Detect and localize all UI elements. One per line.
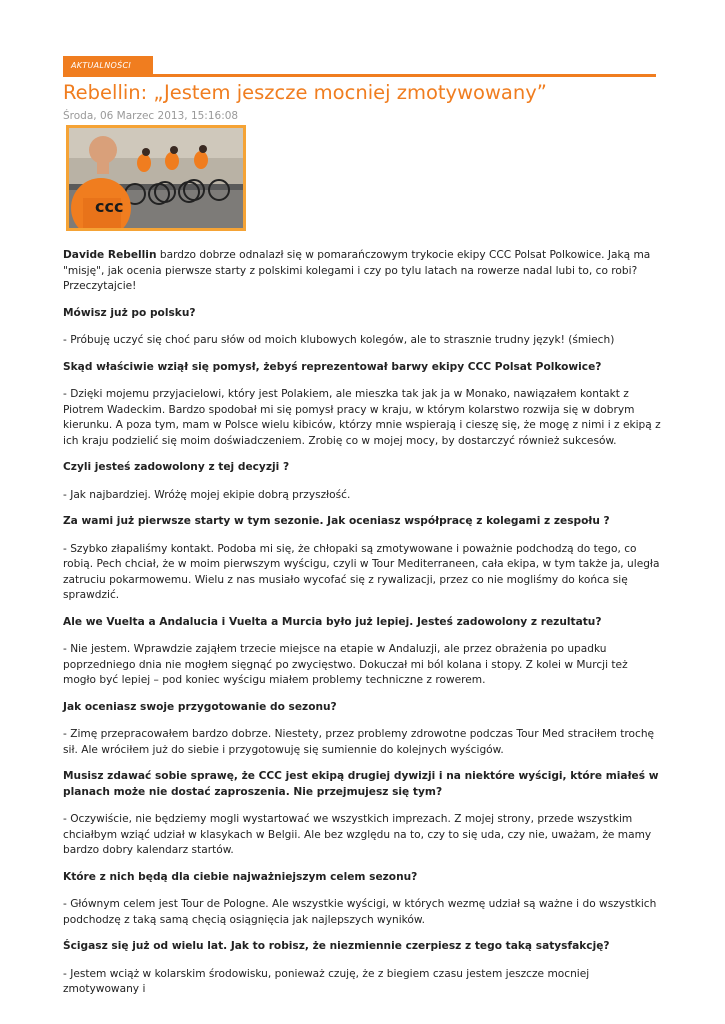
- answer: - Zimę przepracowałem bardzo dobrze. Niestety, przez problemy zdrowotne podczas Tour Med straciłem trochę sił. Ale wróciłem już do siebie i przygotowuję się sumiennie do kolejnych wyścigów.: [63, 728, 655, 756]
- intro-name: Davide Rebellin: [63, 249, 157, 261]
- cyclists-photo-illustration: [69, 128, 243, 228]
- header-rule: [63, 74, 656, 77]
- question: Skąd właściwie wziął się pomysł, żebyś reprezentował barwy ekipy CCC Polsat Polkowice?: [63, 360, 602, 373]
- question: Za wami już pierwsze starty w tym sezonie. Jak oceniasz współpracę z kolegami z zespołu ?: [63, 515, 610, 527]
- answer: - Próbuję uczyć się choć paru słów od moich klubowych kolegów, ale to strasznie trudny język! (śmiech): [63, 334, 615, 346]
- question: Musisz zdawać sobie sprawę, że CCC jest ekipą drugiej dywizji i na niektóre wyścigi, które miałeś w planach może nie dostać zaproszenia. Nie przejmujesz się tym?: [63, 770, 659, 798]
- answer: - Głównym celem jest Tour de Pologne. Ale wszystkie wyścigi, w których wezmę udział są ważne i do wszystkich podchodzę z taką samą chęcią osiągnięcia jak najlepszych wyników.: [63, 898, 657, 926]
- intro-text: bardzo dobrze odnalazł się w pomarańczowym trykocie ekipy CCC Polsat Polkowice. Jaką ma "misję", jak ocenia pierwsze starty z polskimi kolegami i czy po tylu latach na rowerze nadal lubi to, co robi? Przeczytajcie!: [63, 249, 651, 292]
- article-photo: [66, 125, 246, 231]
- question: Mówisz już po polsku?: [63, 306, 196, 319]
- question: Ścigasz się już od wielu lat. Jak to robisz, że niezmiennie czerpiesz z tego taką satysfakcję?: [63, 940, 610, 952]
- question: Które z nich będą dla ciebie najważniejszym celem sezonu?: [63, 870, 418, 883]
- answer: - Jak najbardziej. Wróżę mojej ekipie dobrą przyszłość.: [63, 488, 351, 501]
- question: Czyli jesteś zadowolony z tej decyzji ?: [63, 461, 290, 473]
- answer: - Jestem wciąż w kolarskim środowisku, ponieważ czuję, że z biegiem czasu jestem jeszcze mocniej zmotywowany i: [63, 967, 590, 995]
- jersey-logo: ccc: [95, 197, 124, 216]
- answer: - Oczywiście, nie będziemy mogli wystartować we wszystkich imprezach. Z mojej strony, przede wszystkim chciałbym wziąć udział w klasykach w Belgii. Ale bez względu na to, czy to się uda, czy nie, uważam, że mamy bardzo dobry kalendarz startów.: [63, 813, 652, 856]
- article-date: Środa, 06 Marzec 2013, 15:16:08: [63, 110, 239, 122]
- question: Jak oceniasz swoje przygotowanie do sezonu?: [63, 700, 337, 713]
- answer: - Nie jestem. Wprawdzie zająłem trzecie miejsce na etapie w Andaluzji, ale przez obrażenia po upadku poprzedniego dnia nie mogłem sięgnąć po zwycięstwo. Dokuczał mi ból kolana i stopy. Z kolei w Murcji też mogło być lepiej – pod koniec wyścigu miałem problemy techniczne z rowerem.: [63, 643, 628, 686]
- question: Ale we Vuelta a Andalucia i Vuelta a Murcia było już lepiej. Jesteś zadowolony z rezultatu?: [63, 615, 602, 628]
- category-tag[interactable]: AKTUALNOŚCI: [63, 56, 153, 76]
- article-body: [63, 248, 661, 1009]
- answer: - Szybko złapaliśmy kontakt. Podoba mi się, że chłopaki są zmotywowane i poważnie podchodzą do tego, co robią. Pech chciał, że w moim pierwszym wyścigu, czyli w Tour Mediterraneen, cała ekipa, w tym także ja, uległa zatruciu pokarmowemu. Wielu z nas musiało wycofać się z rywalizacji, przez co nie mogliśmy do końca się sprawdzić.: [63, 542, 660, 601]
- answer: - Dzięki mojemu przyjacielowi, który jest Polakiem, ale mieszka tak jak ja w Monako, nawiązałem kontakt z Piotrem Wadeckim. Bardzo spodobał mi się pomysł pracy w kraju, w którym kolarstwo rozwija się w dobrym kierunku. A poza tym, mam w Polsce wielu kibiców, którzy mnie wspierają i cieszę się, że mogę z nimi i z ekipą z ich kraju podzielić się moim doświadczeniem. Zrobię co w mojej mocy, by dostarczyć również sukcesów.: [63, 388, 661, 447]
- article-title: Rebellin: „Jestem jeszcze mocniej zmotywowany”: [63, 81, 547, 104]
- intro-paragraph: [63, 248, 661, 295]
